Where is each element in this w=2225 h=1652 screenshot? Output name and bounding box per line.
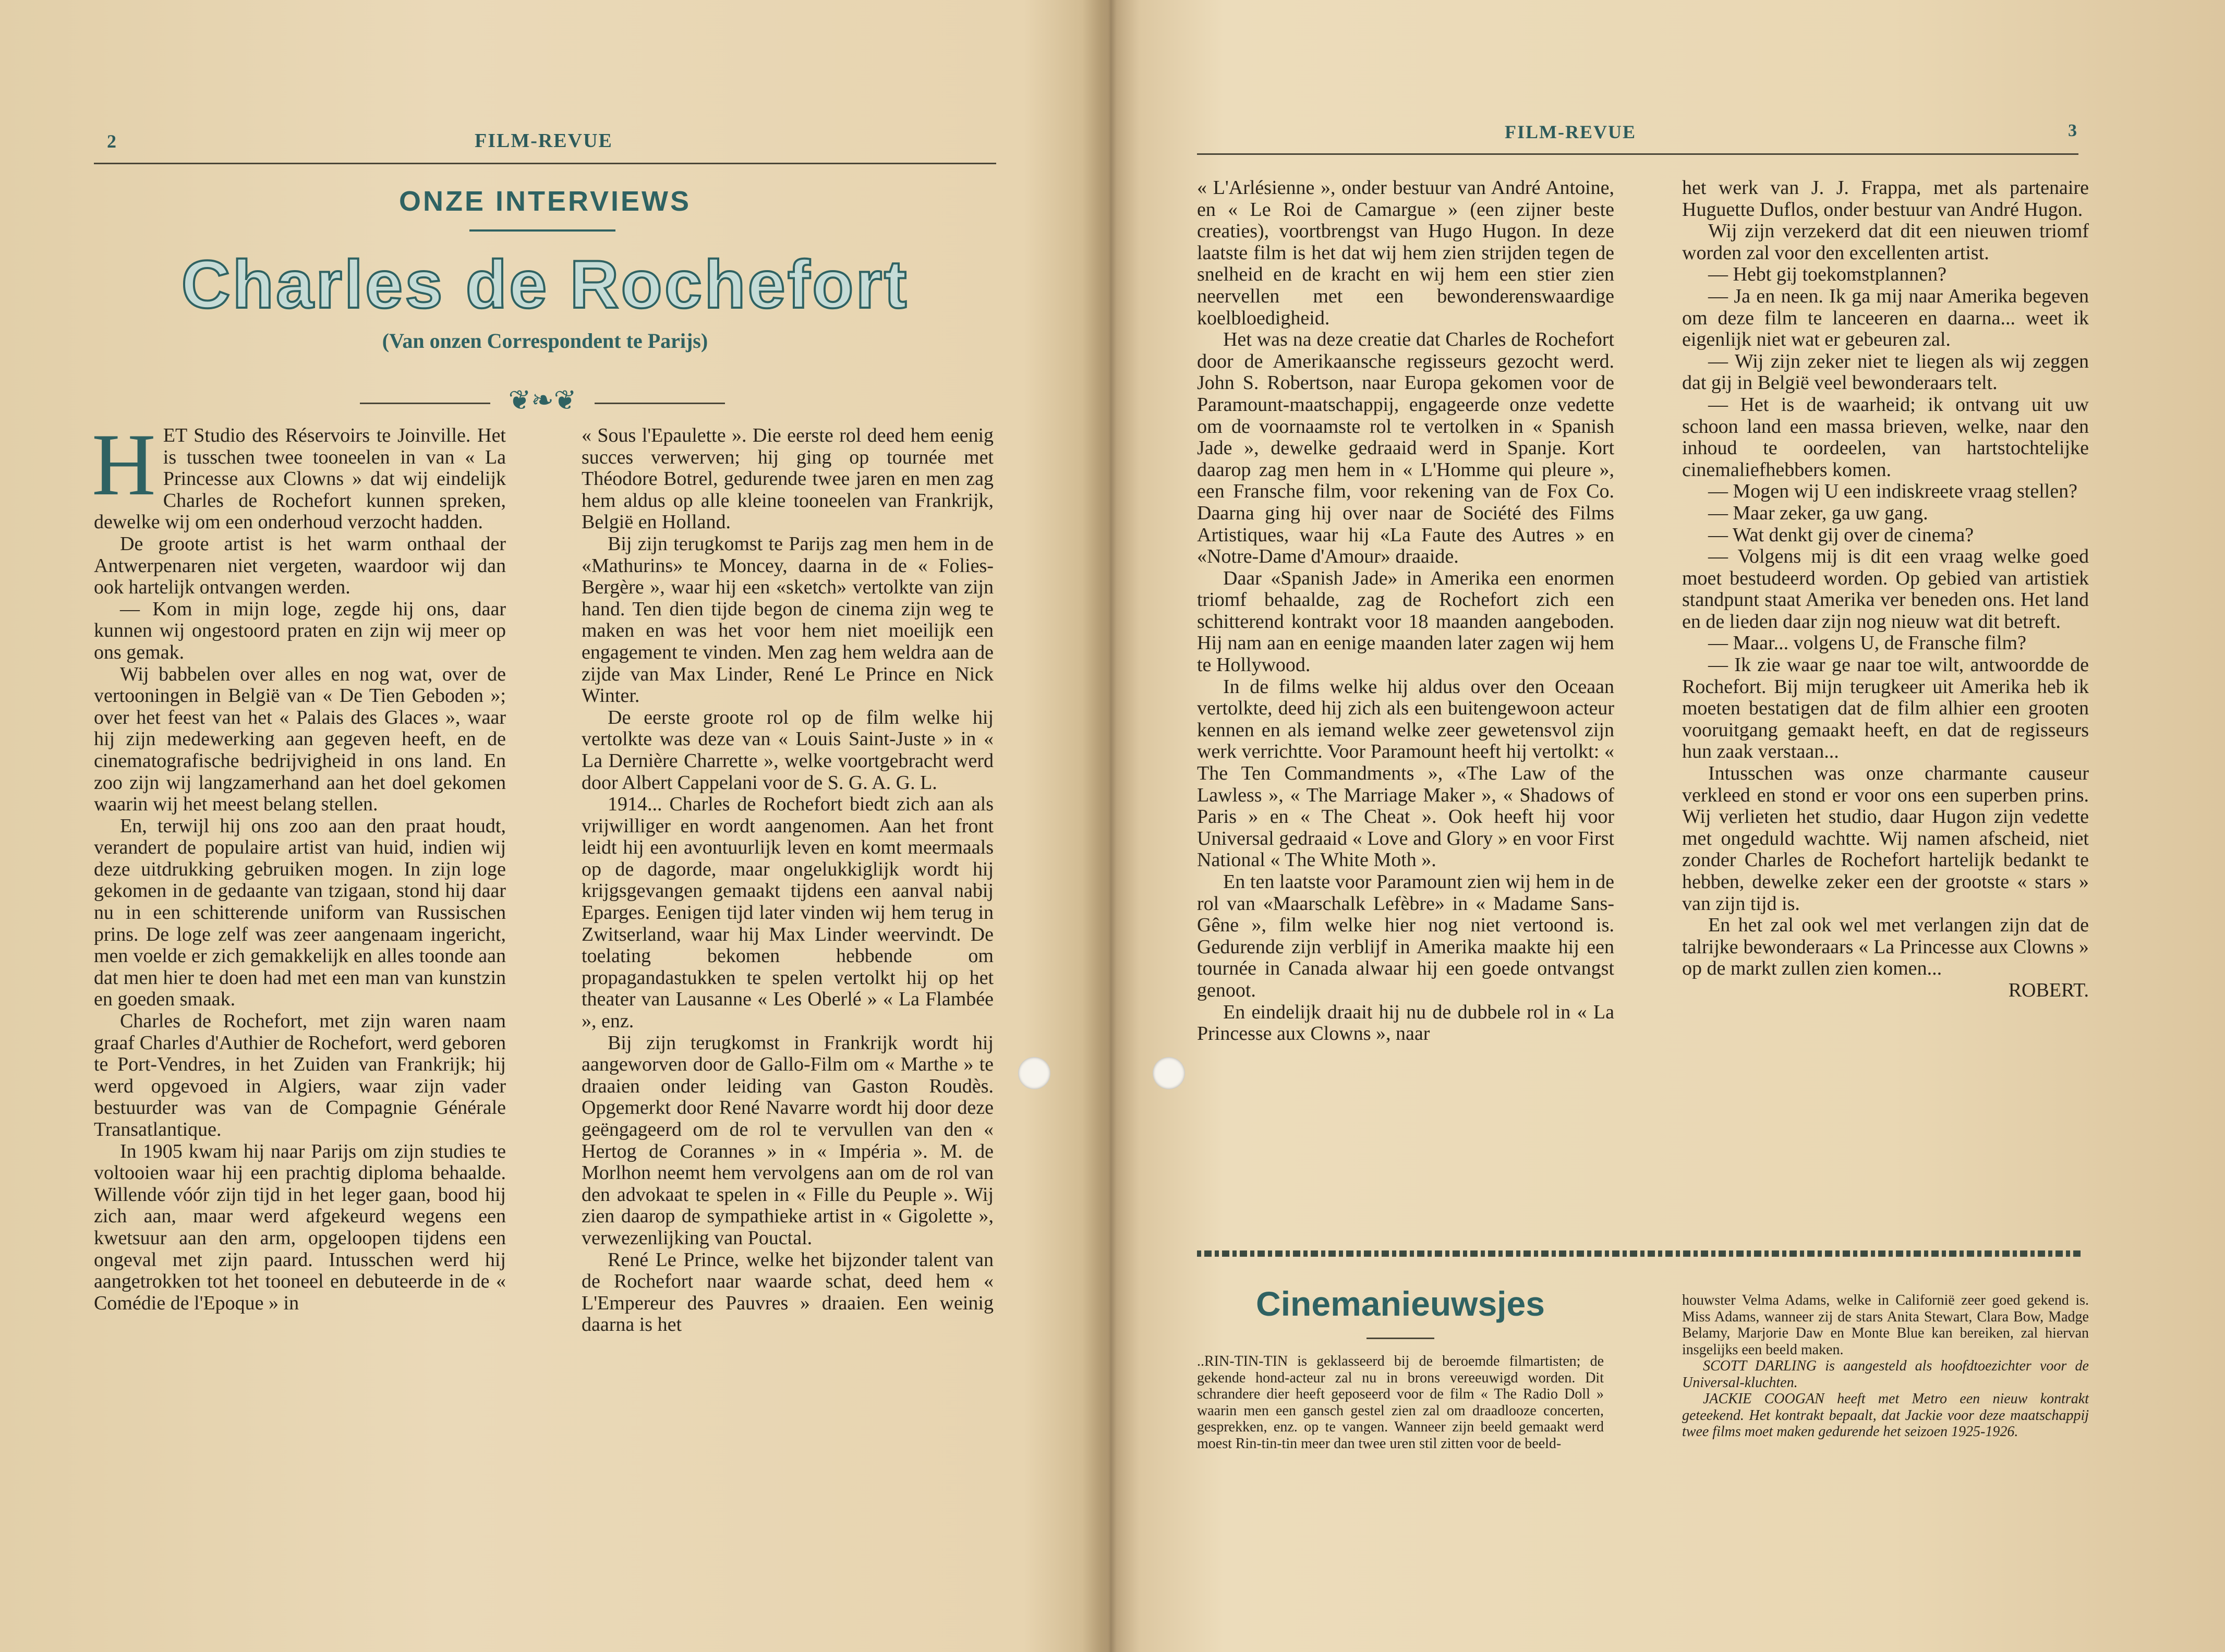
news-item: ..RIN-TIN-TIN is geklasseerd bij de beroemde filmartisten; de gekende hond-acteur zal nu in brons vereeuwigd worden. Dit schrandere dier heeft geposeerd voor de film « The Radio Doll » waarin men een gansch gestel zien zal om draadlooze concerten, gesprekken, enz. op te vangen. Wanneer zijn beeld gemaakt werd moest Rin-tin-tin meer dan twee uren stil zitten voor de beeld- <box>1197 1353 1604 1452</box>
paragraph: « L'Arlésienne », onder bestuur van André Antoine, en « Le Roi de Camargue » (een zijner beste creaties), voortbrengst van Hugo Hugon. In deze laatste film is het dat wij hem zien strijden tegen de snelheid en de kracht en wij hem een stier zien neervellen met een bewonderenswaardige koelbloedigheid. <box>1197 177 1614 329</box>
paragraph: En, terwijl hij ons zoo aan den praat houdt, verandert de populaire artist van huid, indien wij deze uitdrukking gebruiken mogen. In zijn loge gekomen in de gedaante van tzigaan, stond hij daar nu in een schitterende uniform van Russischen prins. De loge zelf was zeer aangenaam ingericht, men voelde er zich gemakkelijk en alles toonde aan dat men hier te doen had met een man van kunstzin en goeden smaak. <box>94 815 506 1011</box>
paragraph: — Ja en neen. Ik ga mij naar Amerika begeven om deze film te lanceeren en daarna... weet ik eigenlijk niet wat er gebeuren zal. <box>1682 285 2089 351</box>
left-column-1 <box>92 416 506 1314</box>
page-number: 2 <box>107 131 116 152</box>
left-column-2 <box>582 425 994 1336</box>
news-title-underline <box>1367 1338 1434 1339</box>
paragraph: — Mogen wij U een indiskreete vraag stellen? <box>1708 480 2078 503</box>
running-head: FILM-REVUE <box>475 130 613 152</box>
news-item: SCOTT DARLING is aangesteld als hoofdtoezichter voor de Universal-kluchten. <box>1682 1358 2089 1391</box>
news-column-1 <box>1197 1353 1604 1452</box>
right-column-2 <box>1682 177 2089 1002</box>
paragraph: En eindelijk draait hij nu de dubbele rol in « La Princesse aux Clowns », naar <box>1197 1001 1614 1045</box>
paragraph: — Wat denkt gij over de cinema? <box>1708 524 1974 546</box>
paragraph: Wij zijn verzekerd dat dit een nieuwen triomf worden zal voor den excellenten artist. <box>1682 220 2089 264</box>
paragraph: 1914... Charles de Rochefort biedt zich aan als vrijwilliger en wordt aangenomen. Aan het front leidt hij een avontuurlijk leven en komt meermaals op de dagorde, maar ongelukkiglijk wordt hij krijgsgevangen gemaakt tijdens een aanval nabij Eparges. Eenigen tijd later vinden wij hem terug in Zwitserland, waar hij Max Linder weervindt. De toelating bekomen hebbende om propagandastukken te spelen vertolkt hij op het theater van Lausanne « Les Oberlé » « La Flambée », enz. <box>582 793 994 1032</box>
paragraph: Charles de Rochefort, met zijn waren naam graaf Charles d'Authier de Rochefort, werd geboren te Port-Vendres, in het Zuiden van Frankrijk; hij werd opgevoed in Algiers, waar zijn vader bestuurder was van de Compagnie Générale Transatlantique. <box>94 1010 506 1140</box>
paragraph: De groote artist is het warm onthaal der Antwerpenaren niet vergeten, waardoor wij dan ook hartelijk ontvangen werden. <box>94 532 506 599</box>
right-page <box>1129 0 2225 1652</box>
paragraph: De eerste groote rol op de film welke hij vertolkte was deze van « Louis Saint-Juste » in « La Dernière Charrette », welke voortgebracht werd door Albert Cappelani voor de S. G. A. G. L. <box>582 706 994 794</box>
left-page <box>0 0 1095 1652</box>
paragraph: Bij zijn terugkomst in Frankrijk wordt hij aangeworven door de Gallo-Film om « Marthe » te draaien onder leiding van Gaston Roudès. Opgemerkt door René Navarre wordt hij door deze geëngageerd om de rol te vervullen van den « Hertog de Corannes » in « Impéria ». M. de Morlhon neemt hem vervolgens aan om de rol van den advokaat te spelen in « Fille du Peuple ». Wij zien daarop de sympathieke artist in « Gigolette », verwezenlijking van Pouctal. <box>582 1031 994 1249</box>
news-title: Cinemanieuwsjes <box>1256 1284 1545 1323</box>
paragraph: Wij babbelen over alles en nog wat, over de vertooningen in België van « De Tien Geboden »; over het feest van het « Palais des Glaces », waar hij zijn medewerking aan gegeven heeft, en de cinematografische bedrijvigheid in ons land. En zoo zijn wij langzamerhand aan het doel gekomen waarin wij het meest belang stellen. <box>94 663 506 816</box>
ornament-rule-left <box>360 403 490 404</box>
signature: ROBERT. <box>2008 979 2089 1001</box>
running-head: FILM-REVUE <box>1505 122 1636 142</box>
paragraph: En ten laatste voor Paramount zien wij hem in de rol van «Maarschalk Lefèbre» in « Madame Sans-Gêne », film welke hier nog niet vertoond is. Gedurende zijn verblijf in Amerika maakte hij een tournée in Canada alwaar hij een goede ontvangst genoot. <box>1197 871 1614 1001</box>
paragraph: In de films welke hij aldus over den Oceaan vertolkte, deed hij zich als een buitengewoon acteur kennen en als iemand welke zeer gewetensvol zijn werk verrichtte. Voor Paramount heeft hij vertolkt: « The Ten Commandments », «The Law of the Lawless », « The Marriage Maker », « Shadows of Paris » en « The Cheat ». Ook heeft hij voor Universal gedraaid « Love and Glory » en voor First National « The White Moth ». <box>1197 675 1614 871</box>
paragraph: ET Studio des Réservoirs te Joinville. Het is tusschen twee tooneelen in van « La Princesse aux Clowns » dat wij eindelijk Charles de Rochefort kunnen spreken, dewelke wij om een onderhoud verzocht hadden. <box>94 424 506 533</box>
header-rule <box>1197 153 2078 155</box>
header-rule <box>94 163 996 164</box>
article-subtitle: (Van onzen Correspondent te Parijs) <box>382 329 708 353</box>
paragraph: Bij zijn terugkomst te Parijs zag men hem in de «Mathurins» te Moncey, daarna in de « Folies-Bergère », waar hij een «sketch» vertolkte van zijn hand. Ten dien tijde begon de cinema zijn weg te maken en was het voor hem niet moeilijk een engagement te vinden. Men zag hem weldra aan de zijde van Max Linder, René Le Prince en Nick Winter. <box>582 532 994 707</box>
paragraph: — Wij zijn zeker niet te liegen als wij zeggen dat gij in België veel bewonderaars telt. <box>1682 350 2089 394</box>
paragraph: het werk van J. J. Frappa, met als partenaire Huguette Duflos, onder bestuur van André Hugon. <box>1682 177 2089 221</box>
right-column-1 <box>1197 177 1614 1045</box>
ornament: ❦❧❦ <box>508 385 577 416</box>
drop-cap: H <box>92 416 156 514</box>
news-item: JACKIE COOGAN heeft met Metro een nieuw kontrakt geteekend. Het kontrakt bepaalt, dat Jackie voor deze maatschappij twee films moet maken gedurende het seizoen 1925-1926. <box>1682 1391 2089 1440</box>
article-title: Charles de Rochefort <box>181 246 909 322</box>
paragraph: Intusschen was onze charmante causeur verkleed en stond er voor ons een superben prins. Wij verlieten het studio, daar Hugon zijn vedette met ongeduld wachtte. Wij namen afscheid, niet zonder Charles de Rochefort hartelijk bedankt te hebben, dewelke zeker een der grootste « stars » van zijn tijd is. <box>1682 762 2089 915</box>
paragraph: — Maar zeker, ga uw gang. <box>1708 502 1928 524</box>
paragraph: René Le Prince, welke het bijzonder talent van de Rochefort naar waarde schat, deed hem « L'Empereur des Pauvres » draaien. Een weinig daarna is het <box>582 1248 994 1336</box>
paragraph: Het was na deze creatie dat Charles de Rochefort door de Amerikaansche regisseurs gezocht werd. John S. Robertson, naar Europa gekomen voor de Paramount-maatschappij, engageerde onze vedette om de voornaamste rol te vertolken in « Spanish Jade », dewelke gedraaid werd in Spanje. Kort daarop zag men hem in « L'Homme qui pleure », een Fransche film, voor rekening van de Fox Co. Daarna ging hij over naar de Société des Films Artistiques, waar hij «La Faute des Autres » en «Notre-Dame d'Amour» draaide. <box>1197 329 1614 568</box>
paragraph: — Kom in mijn loge, zegde hij ons, daar kunnen wij ongestoord praten en zijn wij meer op ons gemak. <box>94 598 506 663</box>
paragraph: In 1905 kwam hij naar Parijs om zijn studies te voltooien waar hij een prachtig diploma behaalde. Willende vóór zijn tijd in het leger gaan, bood hij zich aan, maar werd afgekeurd wegens een kwetsuur aan den arm, opgeloopen tijdens een ongeval met zijn paard. Intusschen werd hij aangetrokken tot het tooneel en debuteerde in de « Comédie de l'Epoque » in <box>94 1140 506 1314</box>
paragraph: — Volgens mij is dit een vraag welke goed moet bestudeerd worden. Op gebied van artistiek standpunt staat Amerika ver beneden ons. Het land en de lieden daar zijn nog nieuw wat dit betreft. <box>1682 545 2089 633</box>
section-underline <box>469 229 615 232</box>
punch-hole-left <box>1018 1057 1050 1089</box>
ornament-rule-right <box>595 403 725 404</box>
paragraph: — Ik zie waar ge naar toe wilt, antwoordde de Rochefort. Bij mijn terugkeer uit Amerika heb ik moeten bestatigen dat de film alhier een grooten vooruitgang gemaakt heeft, en dat de regisseurs hun zaak verstaan... <box>1682 654 2089 763</box>
news-item: houwster Velma Adams, welke in Californië zeer goed gekend is. Miss Adams, wanneer zij de stars Anita Stewart, Clara Bow, Madge Belamy, Marjorie Daw en Monte Blue kan bereiken, zal hiervan insgelijks een beeld maken. <box>1682 1292 2089 1358</box>
paragraph: En het zal ook wel met verlangen zijn dat de talrijke bewonderaars « La Princesse aux Clowns » op de markt zullen zien komen... <box>1682 914 2089 980</box>
paragraph: Daar «Spanish Jade» in Amerika een enormen triomf behaalde, zag de Rochefort zich een schitterend kontrakt voor 18 maanden aangeboden. Hij nam aan en eenige maanden later zagen wij hem te Hollywood. <box>1197 567 1614 676</box>
paragraph: — Maar... volgens U, de Fransche film? <box>1708 632 2026 654</box>
news-column-2 <box>1682 1292 2089 1440</box>
page-number: 3 <box>2068 121 2077 140</box>
ornamental-divider <box>1197 1250 2084 1257</box>
paragraph: « Sous l'Epaulette ». Die eerste rol deed hem eenig succes verwerven; hij ging op tournée met Théodore Botrel, gedurende twee jaren en men zag hem aldus op alle kleine tooneelen van Frankrijk, België en Holland. <box>582 424 994 533</box>
paragraph: — Het is de waarheid; ik ontvang uit uw schoon land een massa brieven, welke, naar den inhoud te oordeelen, van hartstochtelijke cinemaliefhebbers komen. <box>1682 393 2089 481</box>
section-heading: ONZE INTERVIEWS <box>398 186 692 217</box>
paragraph: — Hebt gij toekomstplannen? <box>1708 263 1946 286</box>
